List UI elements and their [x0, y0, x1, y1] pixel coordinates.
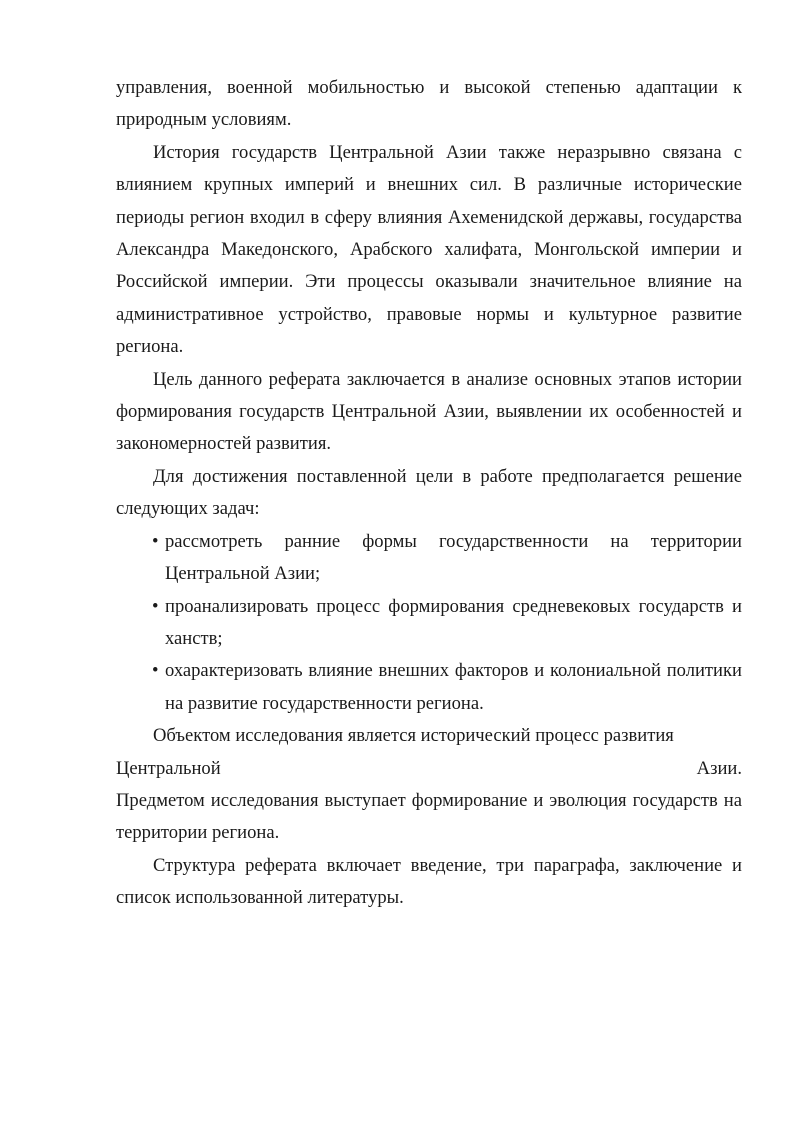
object-line-1: Объектом исследования является исторический процесс развития — [153, 725, 674, 747]
bullet-icon: • — [152, 530, 159, 552]
paragraph-object-subject — [116, 720, 742, 850]
tasks-list — [116, 526, 742, 720]
bullet-icon: • — [152, 595, 159, 617]
object-line-2-right: Азии. — [696, 757, 742, 779]
object-line-2 — [116, 753, 742, 785]
object-line-2-left: Центральной — [116, 757, 221, 779]
paragraph-tasks-intro: Для достижения поставленной цели в работе предполагается решение следующих задач: — [116, 465, 742, 520]
list-item — [116, 655, 742, 720]
bullet-icon: • — [152, 660, 159, 682]
list-item — [116, 591, 742, 656]
subject-text: Предметом исследования выступает формирование и эволюция государств на территории региона. — [116, 789, 742, 844]
task-text: рассмотреть ранние формы государственности на территории Центральной Азии; — [165, 530, 742, 585]
list-item — [116, 526, 742, 591]
paragraph-structure: Структура реферата включает введение, три параграфа, заключение и список использованной литературы. — [116, 854, 742, 909]
paragraph-goal: Цель данного реферата заключается в анализе основных этапов истории формирования государств Центральной Азии, выявлении их особенностей и закономерностей развития. — [116, 368, 742, 455]
paragraph-continuation: управления, военной мобильностью и высокой степенью адаптации к природным условиям. — [116, 77, 742, 131]
paragraph-empires: История государств Центральной Азии также неразрывно связана с влиянием крупных империй и внешних сил. В различные исторические периоды регион входил в сферу влияния Ахеменидской державы, государства Александра Македонского, Арабского халифата, Монгольской империи и Российской империи. Эти процессы оказывали значительное влияние на административное устройство, правовые нормы и культурное развитие региона. — [116, 141, 742, 358]
task-text: проанализировать процесс формирования средневековых государств и ханств; — [165, 595, 742, 649]
task-text: охарактеризовать влияние внешних факторов и колониальной политики на развитие государственности региона. — [165, 660, 742, 714]
document-page — [116, 72, 742, 915]
